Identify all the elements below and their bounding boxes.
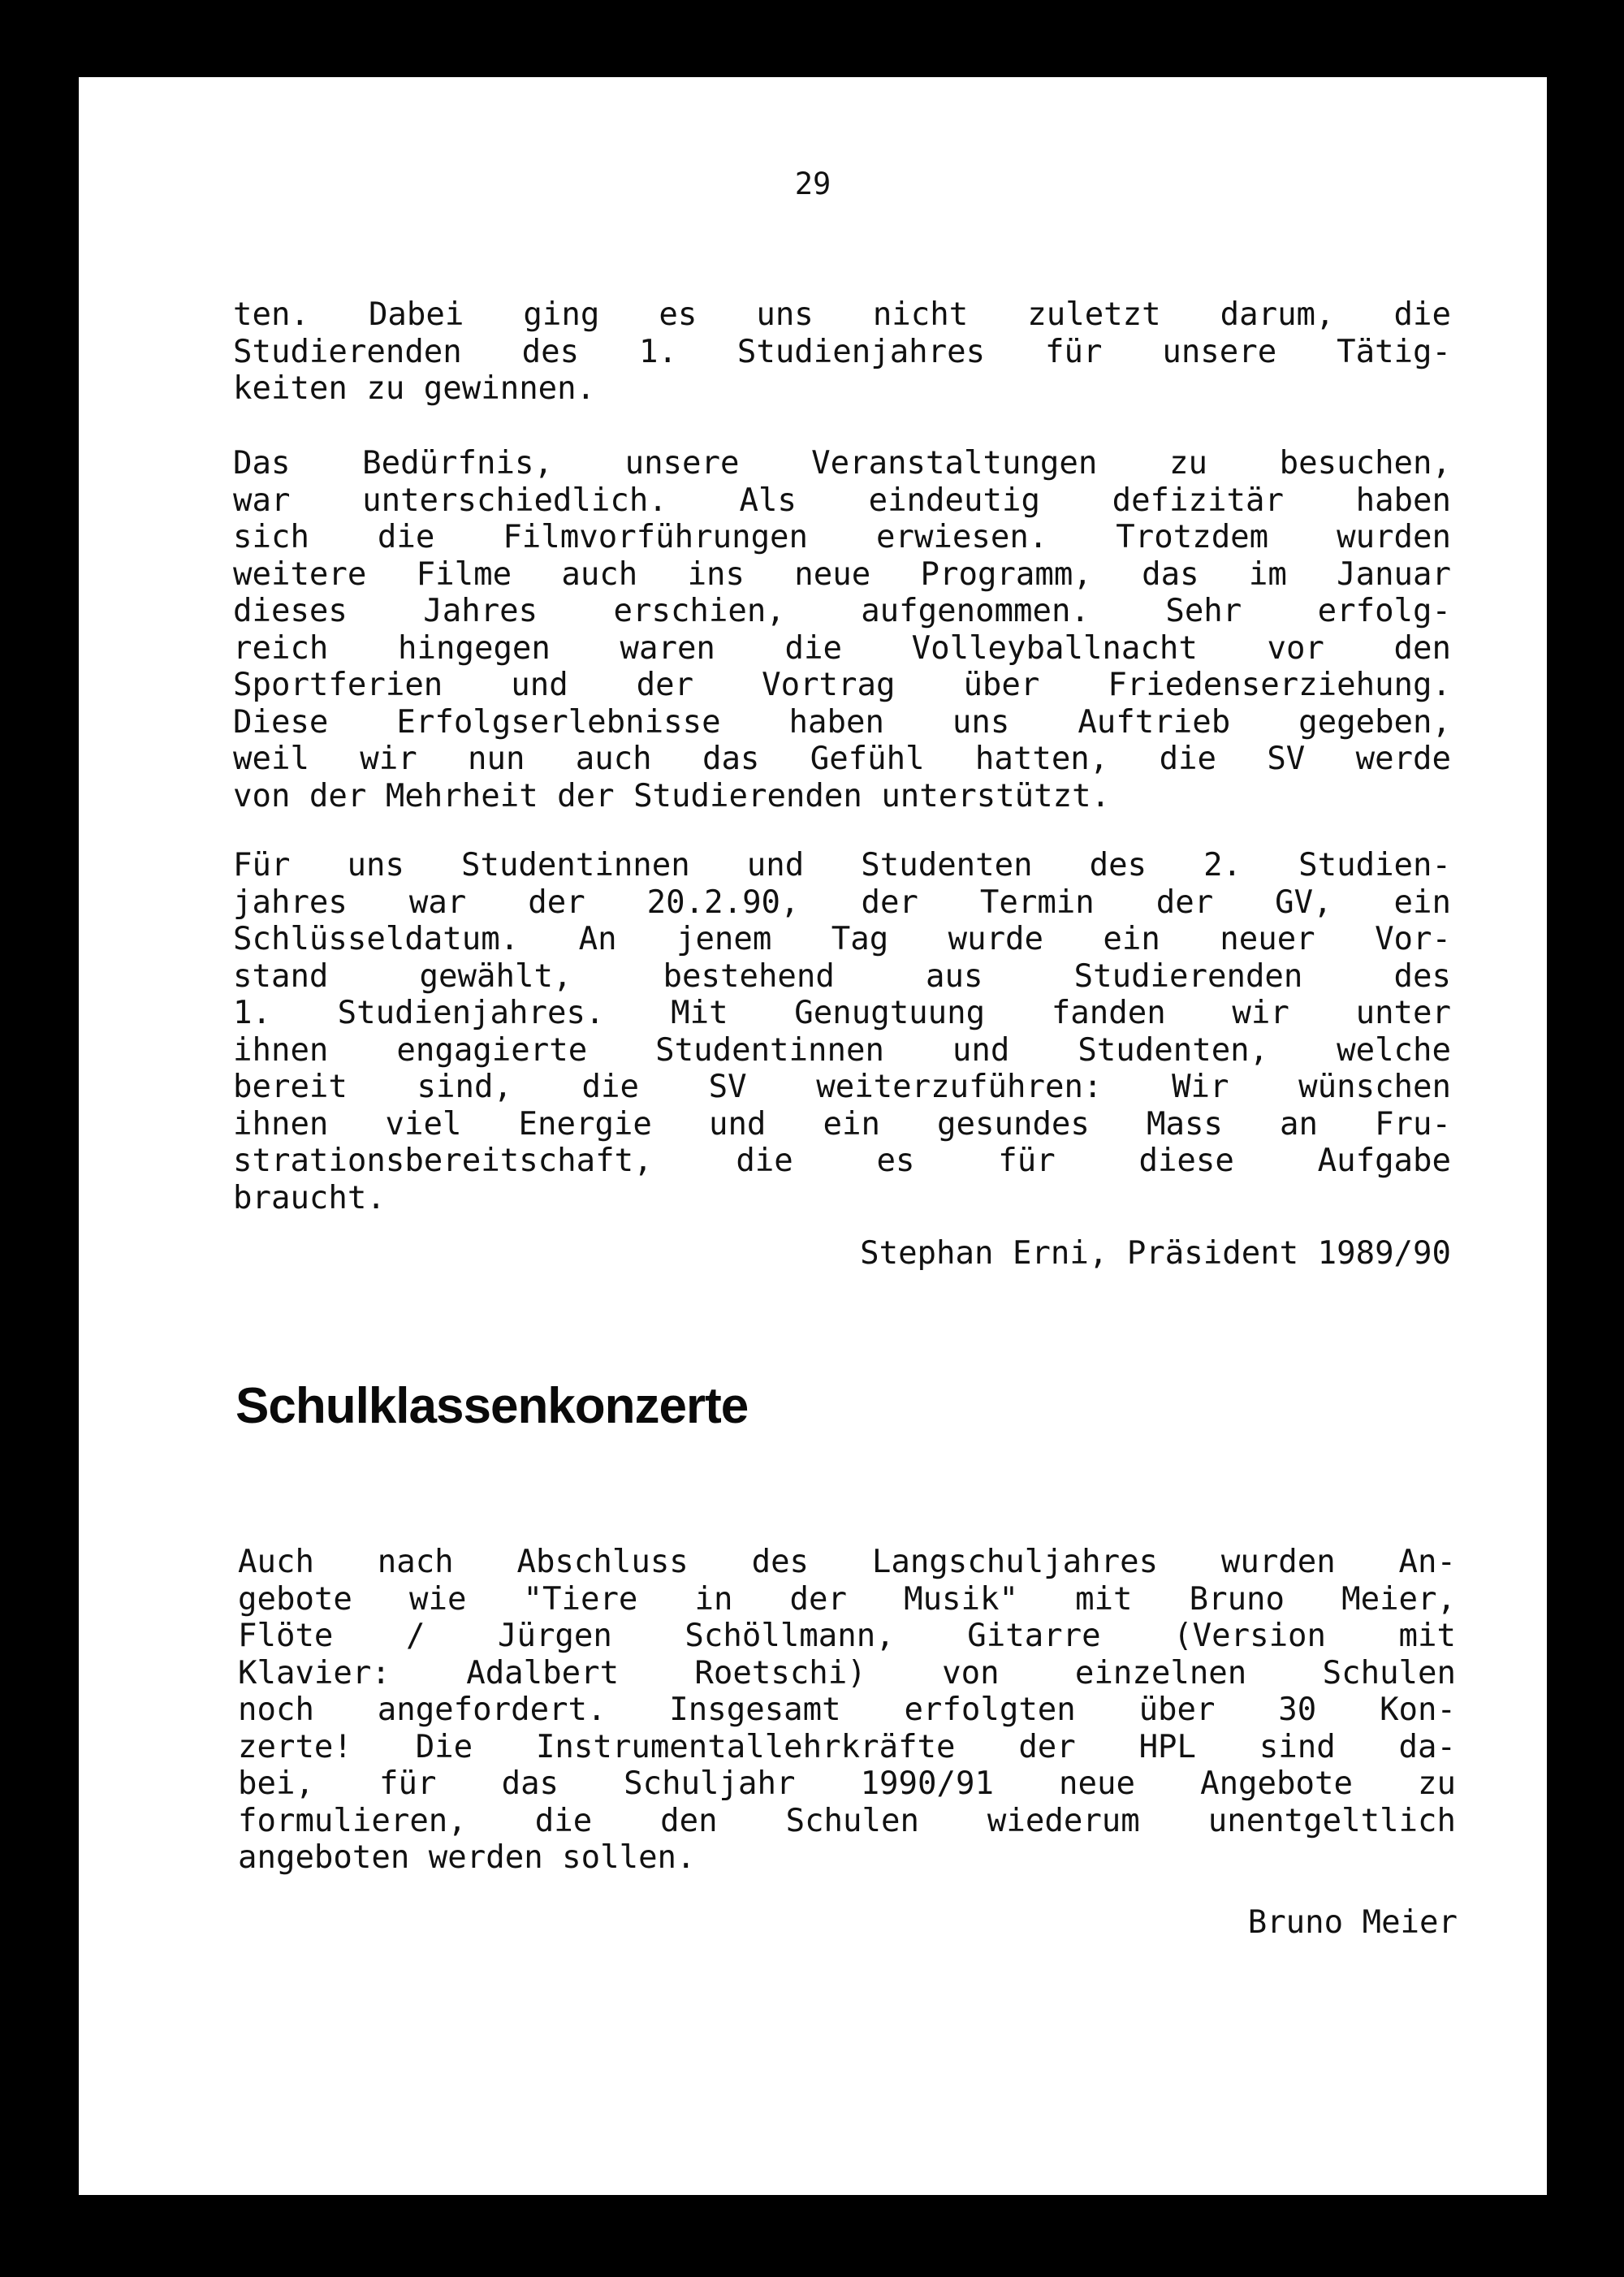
signature-stephan-erni: Stephan Erni, Präsident 1989/90 — [860, 1235, 1451, 1272]
paragraph-intro — [233, 296, 1451, 408]
text-line: bereit sind, die SV weiterzuführen: Wir wünschen — [233, 1069, 1451, 1105]
text-line: 1. Studienjahres. Mit Genugtuung fanden wir unter — [233, 995, 1451, 1031]
page-number: 29 — [794, 166, 831, 201]
text-line: Für uns Studentinnen und Studenten des 2. Studien- — [233, 847, 1451, 884]
text-line: angeboten werden sollen. — [238, 1839, 696, 1876]
text-line: Auch nach Abschluss des Langschuljahres wurden An- — [238, 1544, 1456, 1580]
text-line: Diese Erfolgserlebnisse haben uns Auftrieb gegeben, — [233, 703, 1451, 741]
text-line: strationsbereitschaft, die es für diese Aufgabe — [233, 1143, 1451, 1179]
text-line: sich die Filmvorführungen erwiesen. Trotzdem wurden — [233, 519, 1451, 555]
text-line: jahres war der 20.2.90, der Termin der GV, ein — [233, 884, 1451, 921]
text-line: von der Mehrheit der Studierenden unterstützt. — [233, 777, 1111, 814]
text-line: noch angefordert. Insgesamt erfolgten über 30 Kon- — [238, 1692, 1456, 1728]
text-line: Sportferien und der Vortrag über Friedenserziehung. — [233, 667, 1451, 703]
text-line: Flöte / Jürgen Schöllmann, Gitarre (Version mit — [238, 1618, 1456, 1654]
text-line: ten. Dabei ging es uns nicht zuletzt darum, die — [233, 296, 1451, 333]
text-line: weitere Filme auch ins neue Programm, das im Januar — [233, 555, 1451, 593]
section-heading: Schulklassenkonzerte — [235, 1378, 749, 1434]
text-line: weil wir nun auch das Gefühl hatten, die SV werde — [233, 741, 1451, 777]
text-line: dieses Jahres erschien, aufgenommen. Sehr erfolg- — [233, 593, 1451, 629]
paragraph-concerts — [238, 1544, 1456, 1877]
text-line: reich hingegen waren die Volleyballnacht vor den — [233, 629, 1451, 667]
text-line: Klavier: Adalbert Roetschi) von einzelnen Schulen — [238, 1654, 1456, 1692]
text-line: Studierenden des 1. Studienjahres für unsere Tätig- — [233, 333, 1451, 370]
text-line: Das Bedürfnis, unsere Veranstaltungen zu besuchen, — [233, 445, 1451, 482]
text-line: war unterschiedlich. Als eindeutig defizitär haben — [233, 482, 1451, 519]
text-line: Schlüsseldatum. An jenem Tag wurde ein neuer Vor- — [233, 921, 1451, 957]
paragraph-events — [233, 445, 1451, 814]
text-line: stand gewählt, bestehend aus Studierenden des — [233, 957, 1451, 995]
text-line: ihnen viel Energie und ein gesundes Mass an Fru- — [233, 1105, 1451, 1143]
text-line: formulieren, die den Schulen wiederum unentgeltlich — [238, 1802, 1456, 1839]
text-line: braucht. — [233, 1179, 386, 1216]
text-line: bei, für das Schuljahr 1990/91 neue Angebote zu — [238, 1765, 1456, 1802]
document-page — [79, 77, 1547, 2195]
text-line: gebote wie "Tiere in der Musik" mit Bruno Meier, — [238, 1580, 1456, 1618]
paragraph-gv — [233, 847, 1451, 1216]
text-line: keiten zu gewinnen. — [233, 370, 596, 407]
signature-bruno-meier: Bruno Meier — [1247, 1904, 1458, 1941]
text-line: ihnen engagierte Studentinnen und Studenten, welche — [233, 1031, 1451, 1069]
text-line: zerte! Die Instrumentallehrkräfte der HPL sind da- — [238, 1728, 1456, 1765]
